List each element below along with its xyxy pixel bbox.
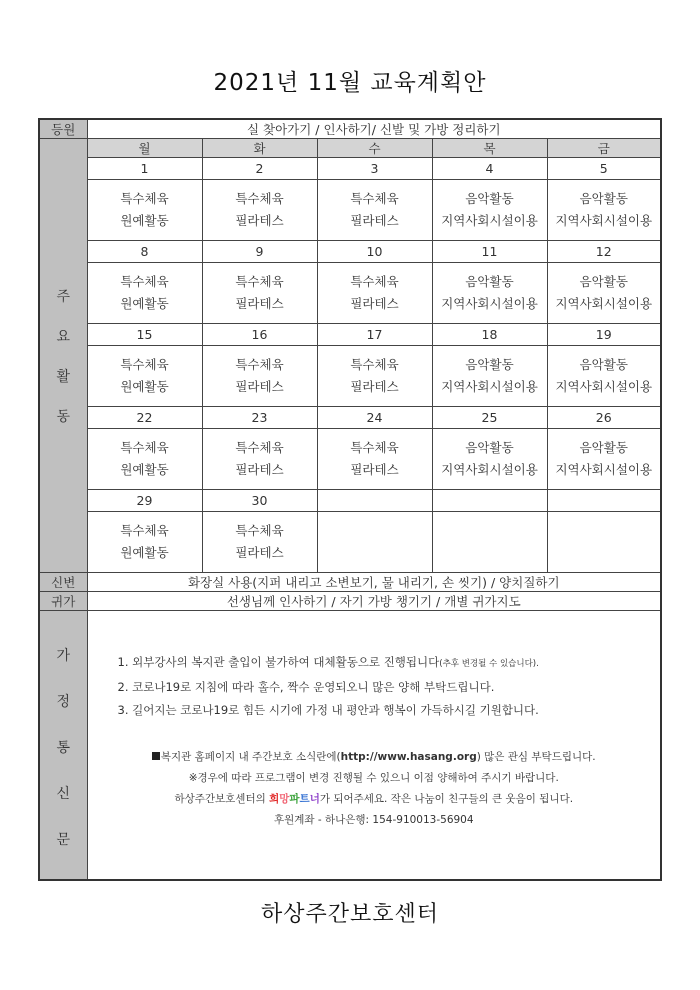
newsletter-row — [39, 611, 661, 881]
label-char: 활 — [56, 368, 71, 385]
date-cell — [317, 490, 432, 512]
self-care-label: 신변 — [39, 573, 87, 592]
self-care-row — [39, 573, 661, 592]
label-char: 가 — [56, 648, 71, 664]
date-cell — [547, 490, 661, 512]
label-char: 정 — [56, 694, 71, 710]
arrival-text: 실 찾아가기 / 인사하기/ 신발 및 가방 정리하기 — [87, 119, 661, 139]
week-1-dates — [39, 158, 661, 180]
date-cell: 4 — [432, 158, 547, 180]
date-cell: 15 — [87, 324, 202, 346]
week-1-activities — [39, 180, 661, 241]
activity-cell: 음악활동 지역사회시설이용 — [547, 429, 661, 490]
partner-line: 하상주간보호센터의 희망파트너가 되어주세요. 작은 나눔이 친구들의 큰 웃음이 됩니다. — [174, 793, 574, 805]
weekday-wed: 수 — [317, 139, 432, 158]
date-cell: 25 — [432, 407, 547, 429]
date-cell: 3 — [317, 158, 432, 180]
activity-cell: 음악활동 지역사회시설이용 — [432, 180, 547, 241]
notice-item: 3. 길어지는 코로나19로 힘든 시기에 가정 내 평안과 행복이 가득하시길 기원합니다. — [117, 703, 539, 717]
date-cell: 22 — [87, 407, 202, 429]
donation-account: 후원계좌 - 하나은행: 154-910013-56904 — [273, 814, 474, 826]
date-cell: 1 — [87, 158, 202, 180]
week-3-dates — [39, 324, 661, 346]
main-activities-label — [39, 139, 87, 573]
label-char: 통 — [56, 740, 71, 756]
activity-cell: 특수체육 필라테스 — [202, 429, 317, 490]
square-bullet-icon — [152, 752, 160, 760]
week-5-activities — [39, 512, 661, 573]
week-5-dates — [39, 490, 661, 512]
notice-footer — [88, 747, 661, 831]
activity-cell: 특수체육 필라테스 — [317, 180, 432, 241]
activity-cell: 음악활동 지역사회시설이용 — [547, 263, 661, 324]
week-2-dates — [39, 241, 661, 263]
activity-cell: 특수체육 원예활동 — [87, 346, 202, 407]
date-cell: 30 — [202, 490, 317, 512]
date-cell: 10 — [317, 241, 432, 263]
activity-cell: 특수체육 원예활동 — [87, 512, 202, 573]
weekday-fri: 금 — [547, 139, 661, 158]
activity-cell: 음악활동 지역사회시설이용 — [432, 429, 547, 490]
date-cell: 2 — [202, 158, 317, 180]
date-cell: 12 — [547, 241, 661, 263]
label-char: 요 — [56, 328, 71, 345]
departure-text: 선생님께 인사하기 / 자기 가방 챙기기 / 개별 귀가지도 — [87, 592, 661, 611]
activity-cell — [317, 512, 432, 573]
program-change-note: ※경우에 따라 프로그램이 변경 진행될 수 있으니 이점 양해하여 주시기 바랍니다. — [188, 772, 559, 784]
label-char: 문 — [56, 832, 71, 848]
newsletter-label — [39, 611, 87, 881]
date-cell: 24 — [317, 407, 432, 429]
arrival-label: 등원 — [39, 119, 87, 139]
date-cell: 16 — [202, 324, 317, 346]
activity-cell: 음악활동 지역사회시설이용 — [432, 346, 547, 407]
week-3-activities — [39, 346, 661, 407]
date-cell: 8 — [87, 241, 202, 263]
date-cell: 29 — [87, 490, 202, 512]
week-4-activities — [39, 429, 661, 490]
date-cell: 5 — [547, 158, 661, 180]
self-care-text: 화장실 사용(지퍼 내리고 소변보기, 물 내리기, 손 씻기) / 양치질하기 — [87, 573, 661, 592]
date-cell: 23 — [202, 407, 317, 429]
homepage-link[interactable]: http://www.hasang.org — [340, 751, 477, 763]
date-cell — [432, 490, 547, 512]
date-cell: 17 — [317, 324, 432, 346]
activity-cell: 특수체육 필라테스 — [317, 429, 432, 490]
activity-cell: 음악활동 지역사회시설이용 — [432, 263, 547, 324]
label-char: 동 — [56, 408, 71, 425]
weekday-header-row — [39, 139, 661, 158]
weekday-tue: 화 — [202, 139, 317, 158]
date-cell: 11 — [432, 241, 547, 263]
activity-cell: 특수체육 필라테스 — [317, 346, 432, 407]
center-name: 하상주간보호센터 — [260, 902, 440, 927]
activity-cell: 특수체육 필라테스 — [202, 512, 317, 573]
activity-cell — [547, 512, 661, 573]
notice-list — [118, 651, 539, 722]
activity-cell: 특수체육 필라테스 — [202, 346, 317, 407]
date-cell: 26 — [547, 407, 661, 429]
homepage-line: 복지관 홈페이지 내 주간보호 소식란에(http://www.hasang.org) 많은 관심 부탁드립니다. — [88, 747, 661, 768]
activity-cell: 특수체육 원예활동 — [87, 180, 202, 241]
activity-cell — [432, 512, 547, 573]
departure-row — [39, 592, 661, 611]
label-char: 신 — [56, 786, 71, 802]
arrival-row — [39, 119, 661, 139]
activity-cell: 음악활동 지역사회시설이용 — [547, 180, 661, 241]
activity-cell: 특수체육 원예활동 — [87, 263, 202, 324]
education-plan-table — [38, 118, 662, 881]
activity-cell: 특수체육 필라테스 — [202, 263, 317, 324]
activity-cell: 음악활동 지역사회시설이용 — [547, 346, 661, 407]
departure-label: 귀가 — [39, 592, 87, 611]
activity-cell: 특수체육 필라테스 — [202, 180, 317, 241]
notice-item: 1. 외부강사의 복지관 출입이 불가하여 대체활동으로 진행됩니다(추후 변경될 수 있습니다). — [117, 655, 539, 669]
page-title: 2021년 11월 교육계획안 — [213, 70, 487, 96]
week-2-activities — [39, 263, 661, 324]
activity-cell: 특수체육 필라테스 — [317, 263, 432, 324]
activity-cell: 특수체육 원예활동 — [87, 429, 202, 490]
date-cell: 9 — [202, 241, 317, 263]
date-cell: 19 — [547, 324, 661, 346]
newsletter-content — [87, 611, 661, 881]
week-4-dates — [39, 407, 661, 429]
weekday-mon: 월 — [87, 139, 202, 158]
date-cell: 18 — [432, 324, 547, 346]
weekday-thu: 목 — [432, 139, 547, 158]
notice-item: 2. 코로나19로 지침에 따라 홀수, 짝수 운영되오니 많은 양해 부탁드립니다. — [117, 680, 495, 694]
label-char: 주 — [56, 288, 71, 305]
